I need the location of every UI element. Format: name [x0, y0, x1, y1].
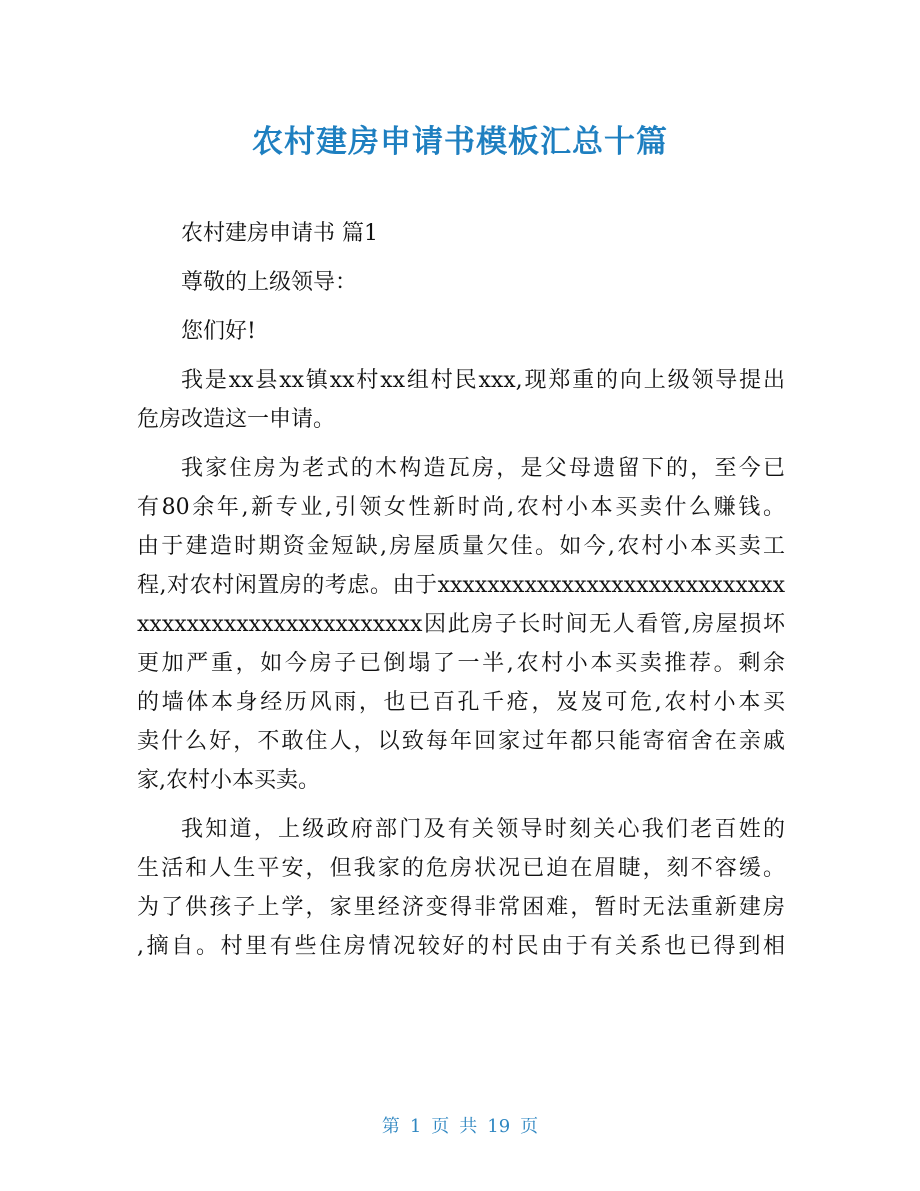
page-label-mid1: 页: [431, 1116, 450, 1137]
paragraph-line: xxxxxxxxxxxxxxxxxxxxxxx因此房子长时间无人看管,房屋损坏: [137, 612, 785, 637]
paragraph-line: 卖什么好，不敢住人，以致每年回家过年都只能寄宿舍在亲戚: [137, 729, 785, 754]
paragraph-line: 程,对农村闲置房的考虑。由于xxxxxxxxxxxxxxxxxxxxxxxxxxxx: [137, 573, 785, 598]
paragraph-line: ,摘自。村里有些住房情况较好的村民由于有关系也已得到相: [137, 934, 785, 959]
paragraph-line: 的墙体本身经历风雨，也已百孔千疮，岌岌可危,农村小本买: [137, 690, 785, 715]
paragraph-line: 我知道，上级政府部门及有关领导时刻关心我们老百姓的: [181, 817, 785, 842]
section-heading: 农村建房申请书 篇1: [181, 221, 378, 246]
paragraph-line: 更加严重，如今房子已倒塌了一半,农村小本买卖推荐。剩余: [137, 651, 785, 676]
page-number-footer: [0, 1112, 920, 1138]
paragraph-line: 为了供孩子上学，家里经济变得非常困难，暂时无法重新建房: [137, 895, 785, 920]
paragraph-line: 我家住房为老式的木构造瓦房，是父母遗留下的，至今已: [181, 456, 785, 481]
greeting: 您们好!: [181, 319, 256, 344]
paragraph-line: 由于建造时期资金短缺,房屋质量欠佳。如今,农村小本买卖工: [137, 534, 785, 559]
page-label-suffix: 页: [520, 1116, 539, 1137]
paragraph-line: 有80余年,新专业,引领女性新时尚,农村小本买卖什么赚钱。: [137, 495, 785, 520]
paragraph-line: 我是xx县xx镇xx村xx组村民xxx,现郑重的向上级领导提出: [181, 368, 785, 393]
page-label-prefix: 第: [381, 1116, 400, 1137]
paragraph-line: 生活和人生平安，但我家的危房状况已迫在眉睫，刻不容缓。: [137, 856, 785, 881]
paragraph-line: 家,农村小本买卖。: [137, 768, 320, 793]
page-label-mid2: 共: [459, 1116, 478, 1137]
total-pages-number: 19: [487, 1116, 511, 1137]
document-body: [137, 214, 785, 966]
paragraph-line: 危房改造这一申请。: [137, 407, 336, 432]
document-title: 农村建房申请书模板汇总十篇: [252, 124, 668, 160]
salutation: 尊敬的上级领导：: [181, 270, 358, 295]
current-page-number: 1: [409, 1116, 422, 1137]
